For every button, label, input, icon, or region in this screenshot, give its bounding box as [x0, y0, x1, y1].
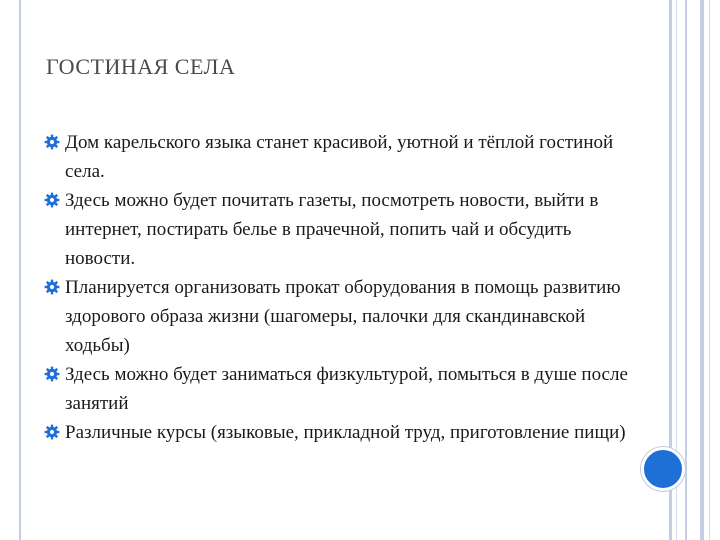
frame-line-right-5 [709, 0, 710, 540]
bullet-text: Различные курсы (языковые, прикладной труд, приготовление пищи) [65, 422, 626, 443]
frame-line-left [19, 0, 21, 540]
gear-icon [44, 192, 60, 208]
frame-line-right-3 [685, 0, 687, 540]
bullet-item [44, 128, 644, 186]
bullet-item [44, 418, 644, 447]
bullet-text: Здесь можно будет заниматься физкультурой, помыться в душе после занятий [65, 364, 628, 414]
bullet-list [44, 128, 644, 447]
gear-icon [44, 134, 60, 150]
bullet-item [44, 186, 644, 273]
bullet-text: Дом карельского языка станет красивой, уютной и тёплой гостиной села. [65, 132, 614, 182]
gear-icon [44, 279, 60, 295]
bullet-text: Здесь можно будет почитать газеты, посмотреть новости, выйти в интернет, постирать белье в прачечной, попить чай и обсудить новости. [65, 190, 599, 269]
bullet-item [44, 273, 644, 360]
gear-icon [44, 424, 60, 440]
decorative-circle [641, 447, 685, 491]
gear-icon [44, 366, 60, 382]
bullet-item [44, 360, 644, 418]
frame-line-right-4 [700, 0, 704, 540]
bullet-text: Планируется организовать прокат оборудования в помощь развитию здорового образа жизни (шагомеры, палочки для скандинавской ходьбы) [65, 277, 621, 356]
slide-title: ГОСТИНАЯ СЕЛА [46, 54, 236, 79]
